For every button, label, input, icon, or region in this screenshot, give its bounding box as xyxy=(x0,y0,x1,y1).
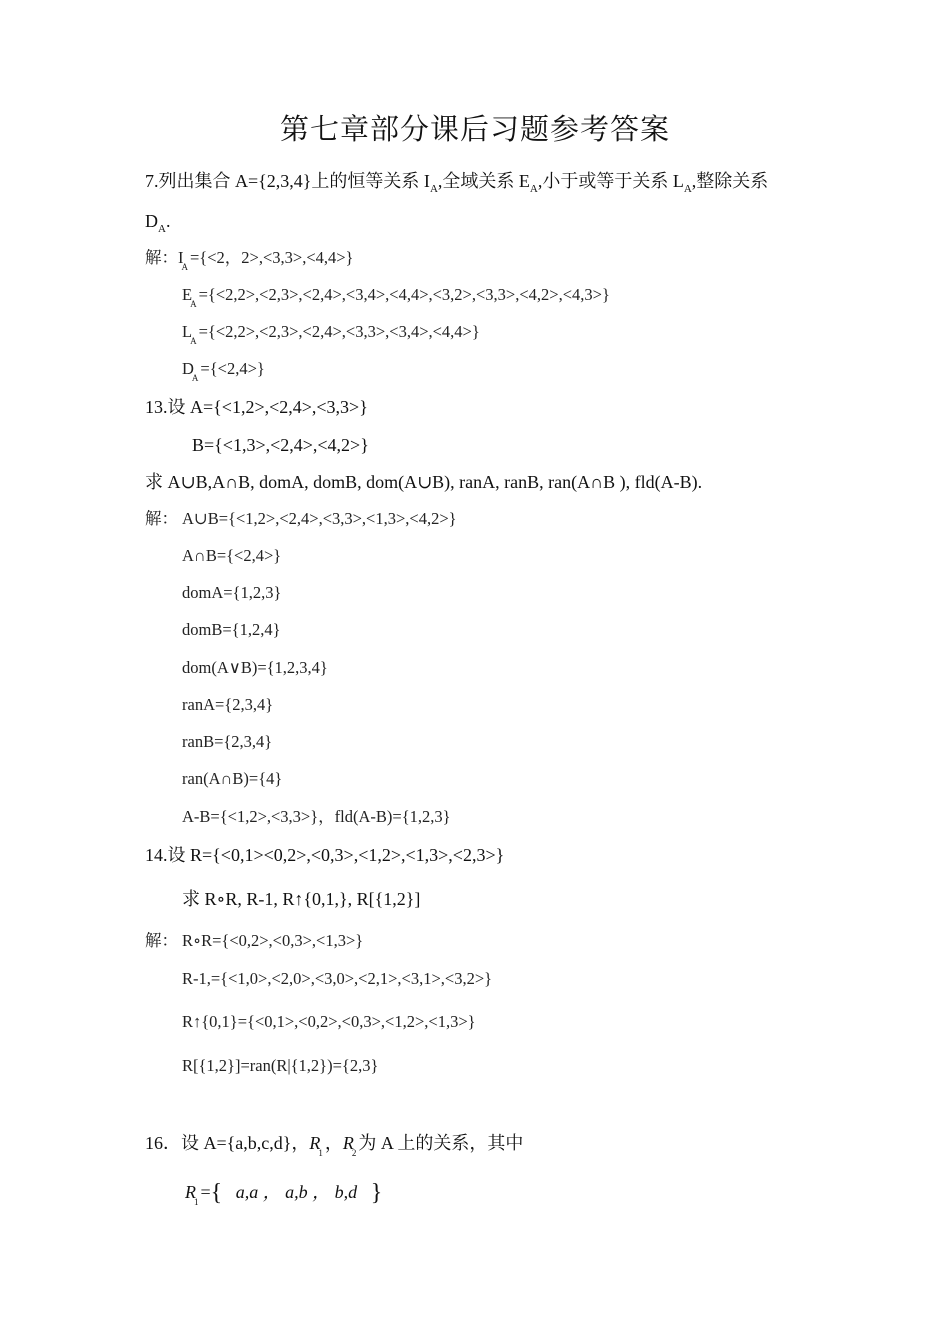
q16-text: ， xyxy=(324,1133,343,1153)
open-brace: { xyxy=(210,1180,223,1206)
q13-statement-line1: 13.设 A={<1,2>,<2,4>,<3,3>} xyxy=(145,397,368,417)
relation-value: ={<2，2>,<3,3>,<4,4>} xyxy=(190,248,354,267)
q7-solution-la xyxy=(182,322,480,346)
q16-r1-definition xyxy=(185,1181,382,1205)
q7-solution-ea xyxy=(182,285,610,309)
equals-sign: = xyxy=(200,1182,211,1202)
q7-sub: A xyxy=(429,183,438,195)
q14-solution-label: 解： xyxy=(145,931,178,950)
relation-value: ={<2,4>} xyxy=(200,359,265,378)
q7-statement-line2 xyxy=(145,212,170,235)
relation-letter: D xyxy=(182,359,194,378)
relation-letter: I xyxy=(178,248,184,267)
q7-sub: A xyxy=(529,183,538,195)
relation-sub: A xyxy=(190,336,197,346)
q14-statement-line2: 求 R∘R, R-1, R↑{0,1,}, R[{1,2}] xyxy=(182,889,421,909)
relation-sub: A xyxy=(190,299,197,309)
relation-letter: R xyxy=(185,1182,196,1202)
q13-answer: domA={1,2,3} xyxy=(182,583,282,602)
relation-sub: A xyxy=(191,373,199,383)
q14-answer: R↑{0,1}={<0,1>,<0,2>,<0,3>,<1,2>,<1,3>} xyxy=(182,1012,476,1031)
q7-text: ,全域关系 E xyxy=(437,171,530,191)
q13-answer: dom(A∨B)={1,2,3,4} xyxy=(182,658,328,677)
q7-statement-line1 xyxy=(145,172,768,195)
q14-answer: R[{1,2}]=ran(R|{1,2})={2,3} xyxy=(182,1056,379,1075)
relation-letter: E xyxy=(182,285,193,304)
relation-value: ={<2,2>,<2,3>,<2,4>,<3,3>,<3,4>,<4,4>} xyxy=(198,322,480,341)
q13-statement-line3: 求 A∪B,A∩B, domA, domB, dom(A∪B), ranA, ranB, ran(A∩B ), fld(A-B). xyxy=(145,472,703,492)
q13-answer: A∪B={<1,2>,<2,4>,<3,3>,<1,3>,<4,2>} xyxy=(182,509,457,528)
relation-sub: 1 xyxy=(318,1148,323,1158)
relation-sub: 2 xyxy=(351,1148,357,1158)
relation-body: a,a ， a,b ， b,d xyxy=(235,1182,358,1202)
page-title: 第七章部分课后习题参考答案 xyxy=(279,114,670,146)
q13-statement-line2: B={<1,3>,<2,4>,<4,2>} xyxy=(192,435,369,455)
q7-solution-da xyxy=(182,359,265,383)
relation-sub: A xyxy=(181,262,188,272)
q7-text: ,整除关系 xyxy=(691,171,769,191)
q14-answer: R-1,={<1,0>,<2,0>,<3,0>,<2,1>,<3,1>,<3,2>} xyxy=(182,969,493,988)
q16-statement xyxy=(145,1133,524,1158)
q14-answer: R∘R={<0,2>,<0,3>,<1,3>} xyxy=(182,931,364,950)
q7-sub: A xyxy=(683,183,692,195)
solution-label: 解： xyxy=(145,248,178,267)
q7-text: . xyxy=(165,211,171,231)
q13-answer: ranA={2,3,4} xyxy=(182,695,274,714)
q14-statement-line1: 14.设 R={<0,1><0,2>,<0,3>,<1,2>,<1,3>,<2,3>} xyxy=(145,845,505,865)
relation-sub: 1 xyxy=(194,1197,199,1207)
q13-answer: A∩B={<2,4>} xyxy=(182,546,282,565)
q7-text: D xyxy=(145,211,158,231)
q7-text: 7.列出集合 A={2,3,4}上的恒等关系 I xyxy=(145,171,430,191)
q16-text: 为 A 上的关系，其中 xyxy=(358,1133,524,1153)
relation-value: ={<2,2>,<2,3>,<2,4>,<3,4>,<4,4>,<3,2>,<3,3>,<4,2>,<4,3>} xyxy=(198,285,610,304)
q7-solution-ia xyxy=(145,248,354,272)
q13-answer: domB={1,2,4} xyxy=(182,620,281,639)
close-brace: } xyxy=(370,1180,383,1206)
q13-answer: A-B={<1,2>,<3,3>}，fld(A-B)={1,2,3} xyxy=(182,807,451,826)
relation-letter: L xyxy=(182,322,193,341)
q7-text: ,小于或等于关系 L xyxy=(537,171,684,191)
q13-answer: ran(A∩B)={4} xyxy=(182,769,283,788)
q16-text: 16．设 A={a,b,c,d}， xyxy=(145,1133,310,1153)
relation-letter: R xyxy=(309,1133,321,1153)
q13-answer: ranB={2,3,4} xyxy=(182,732,273,751)
relation-letter: R xyxy=(342,1133,354,1153)
q7-sub: A xyxy=(158,223,166,235)
q13-solution-label: 解： xyxy=(145,509,178,528)
